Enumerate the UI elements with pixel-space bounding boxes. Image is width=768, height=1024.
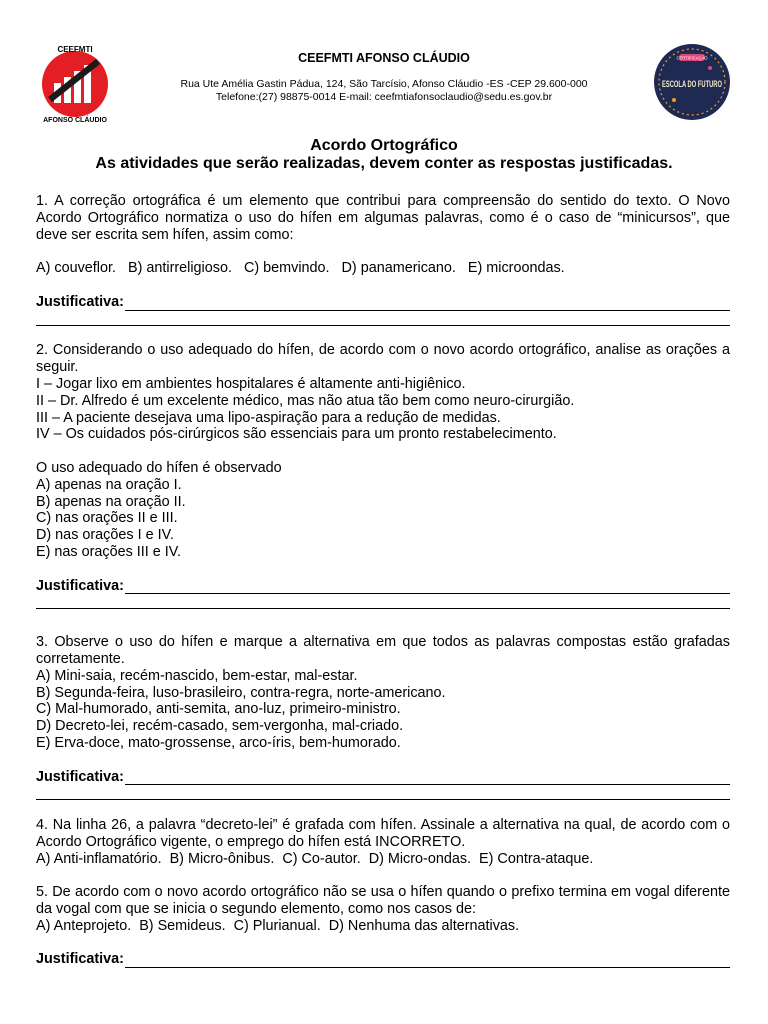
option-item: E) Erva-doce, mato-grossense, arco-íris, bem-humorado. [36,734,401,751]
question-4-text: 4. Na linha 26, a palavra “decreto-lei” é grafada com hífen. Assinale a alternativa na qual, de acordo com o Acordo Ortográfico vigente, o emprego do hífen está INCORRETO. [36,817,730,850]
question-2-text: 2. Considerando o uso adequado do hífen, de acordo com o novo acordo ortográfico, analise as orações a seguir. [36,342,730,376]
escola-do-futuro-logo [652,42,732,122]
option-item: D) Decreto-lei, recém-casado, sem-vergonha, mal-criado. [36,718,404,735]
question-5-text: 5. De acordo com o novo acordo ortográfico não se usa o hífen quando o prefixo termina em vogal diferente da vogal com que se inicia o segundo elemento, como nos casos de: [36,884,730,918]
justificativa-label: Justificativa: [36,577,124,594]
answer-line-5[interactable] [36,951,730,968]
answer-underline [125,771,730,785]
question-2-prompt: O uso adequado do hífen é observado [36,459,282,476]
logo-left-top-text: CEEFMTI [57,45,93,54]
option-item: A) apenas na oração I. [36,476,182,493]
option-item: B) apenas na oração II. [36,493,186,510]
justificativa-label: Justificativa: [36,293,124,310]
page-header [0,0,768,125]
logo-right-text: ESCOLA DO FUTURO [662,79,722,89]
answer-extra-line[interactable] [36,311,730,326]
school-name: CEEFMTI AFONSO CLÁUDIO [298,51,470,65]
answer-line-1[interactable] [36,294,730,311]
answer-underline [125,954,730,968]
question-5-options: A) Anteprojeto. B) Semideus. C) Plurianual. D) Nenhuma das alternativas. [36,917,520,934]
answer-line-2[interactable] [36,578,730,595]
option-item: C) nas orações II e III. [36,510,178,527]
question-3-text: 3. Observe o uso do hífen e marque a alternativa em que todos as palavras compostas estão grafadas corretamente. [36,634,730,667]
statement-item: II – Dr. Alfredo é um excelente médico, mas não atua tão bem como neuro-cirurgião. [36,392,575,409]
question-1-options: A) couveflor. B) antirreligioso. C) bemvindo. D) panamericano. E) microondas. [36,260,565,277]
page-title: Acordo Ortográfico [310,137,458,154]
question-1-text: 1. A correção ortográfica é um elemento que contribui para compreensão do sentido do texto. O Novo Acordo Ortográfico normatiza o uso do hífen em algumas palavras, como é o caso de “minicursos”, que deve ser escrita sem hífen, assim como: [36,193,730,243]
logo-left-bottom-text: AFONSO CLÁUDIO [43,117,107,124]
answer-line-3[interactable] [36,769,730,786]
school-contact: Telefone:(27) 98875-0014 E-mail: ceefmtiafonsoclaudio@sedu.es.gov.br [215,91,553,103]
logo-right-badge-text: CERTIFICAÇÃO [676,55,708,61]
option-item: A) Mini-saia, recém-nascido, bem-estar, mal-estar. [36,667,358,684]
statement-item: III – A paciente desejava uma lipo-aspiração para a redução de medidas. [36,409,501,426]
answer-underline [125,580,730,594]
justificativa-label: Justificativa: [36,768,124,785]
answer-extra-line[interactable] [36,785,730,800]
page-subtitle: As atividades que serão realizadas, devem conter as respostas justificadas. [95,155,673,172]
school-address: Rua Ute Amélia Gastin Pádua, 124, São Tarcísio, Afonso Cláudio -ES -CEP 29.600-000 [180,78,588,90]
question-4-options: A) Anti-inflamatório. B) Micro-ônibus. C) Co-autor. D) Micro-ondas. E) Contra-ataque. [36,850,594,867]
answer-underline [125,297,730,311]
statement-item: I – Jogar lixo em ambientes hospitalares é altamente anti-higiênico. [36,375,466,392]
option-item: E) nas orações III e IV. [36,543,182,560]
answer-extra-line[interactable] [36,594,730,609]
option-item: D) nas orações I e IV. [36,527,174,544]
option-item: B) Segunda-feira, luso-brasileiro, contra-regra, norte-americano. [36,684,446,701]
statement-item: IV – Os cuidados pós-cirúrgicos são essenciais para um pronto restabelecimento. [36,426,557,443]
option-item: C) Mal-humorado, anti-semita, ano-luz, primeiro-ministro. [36,701,401,718]
justificativa-label: Justificativa: [36,951,124,968]
questions-body [36,193,730,968]
